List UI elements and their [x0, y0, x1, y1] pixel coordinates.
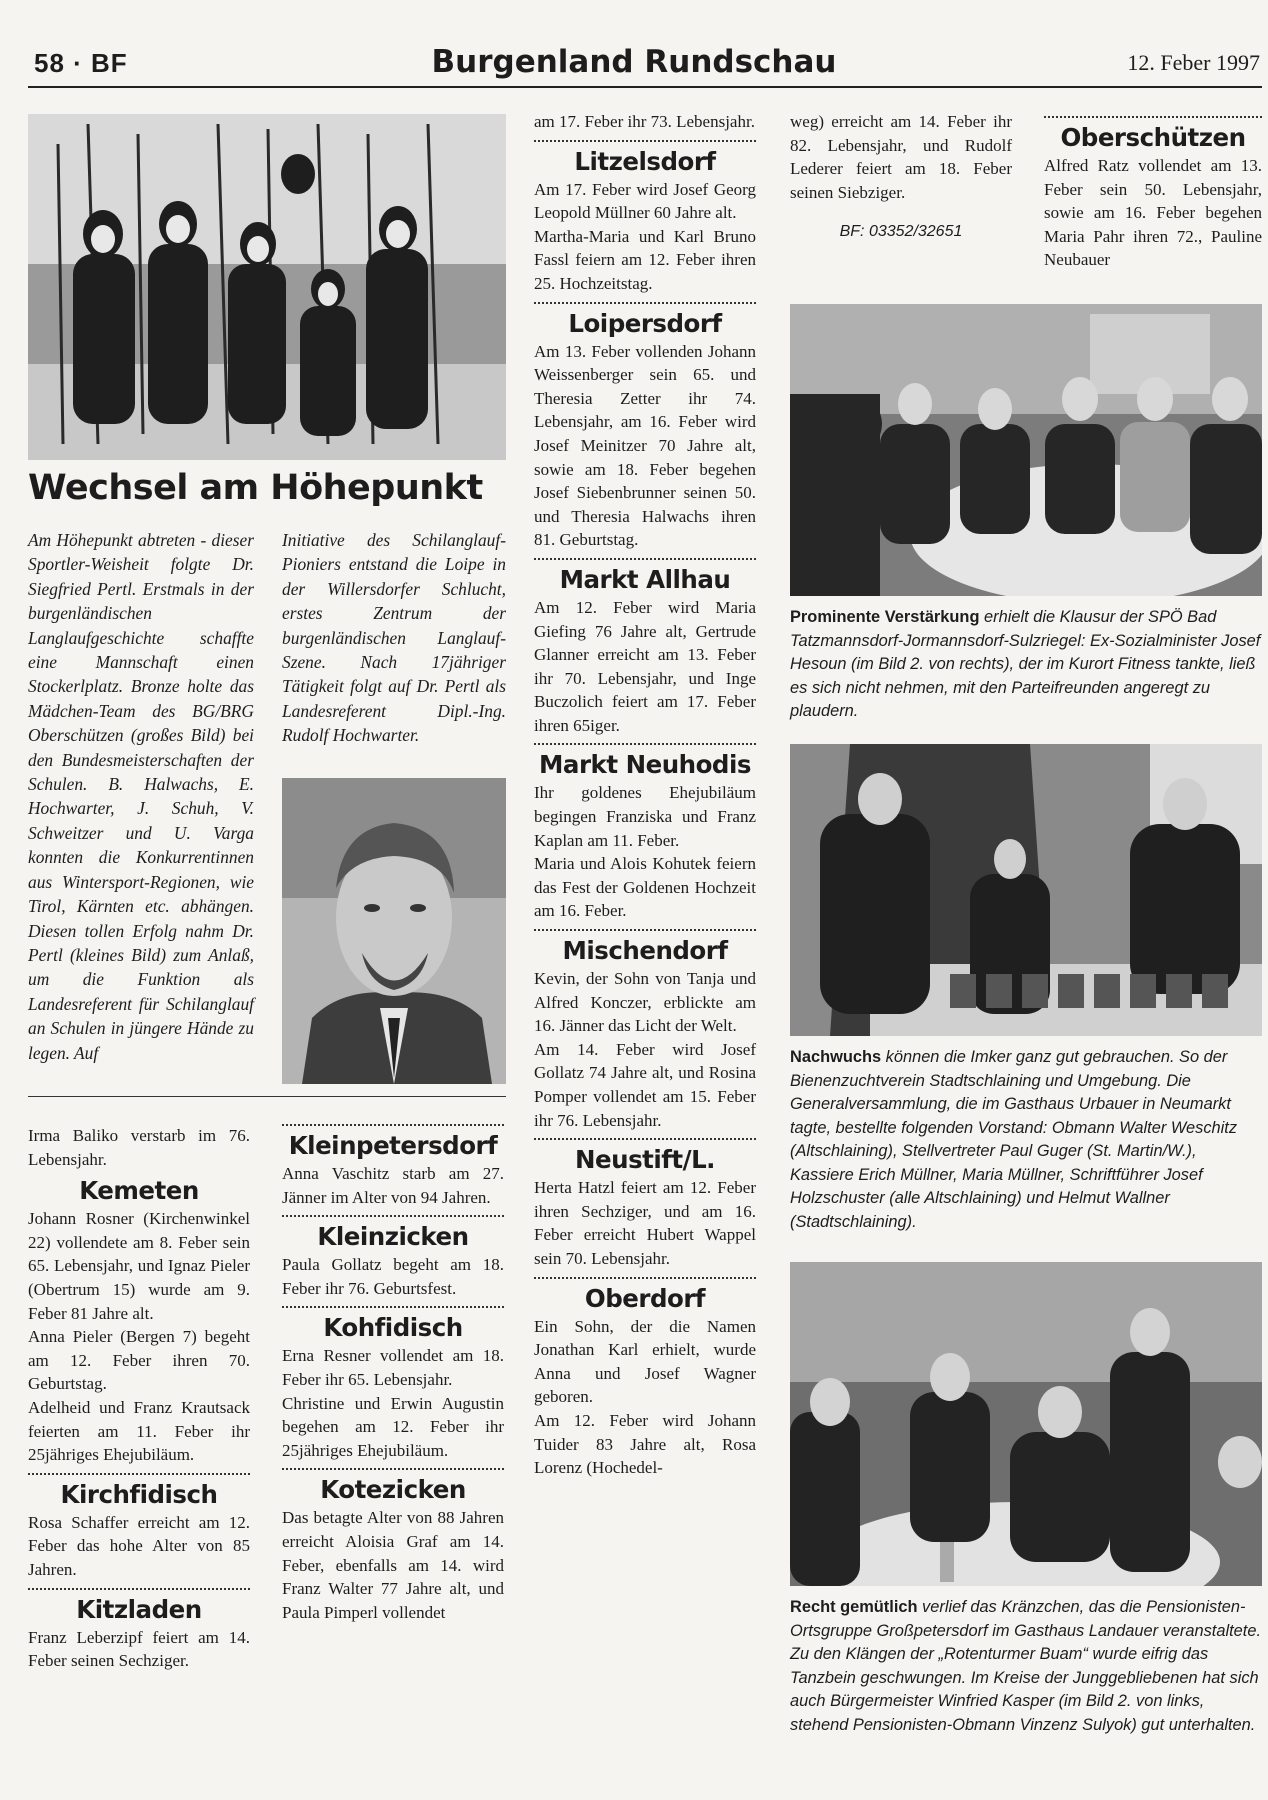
article-text-col1: Am Höhepunkt abtreten - dieser Sportler-Weisheit folgte Dr. Siegfried Pertl. Erstmals in der burgenländischen Langlaufgeschichte schaffte eine Mannschaft einen Stockerlplatz. Bronze holte das Mädchen-Team des BG/BRG Oberschützen (großes Bild) bei den Bundesmeisterschaften der Schulen. B. Halwachs, E. Hochwarter, J. Schuh, V. Schweitzer und U. Varga konnten die Konkurrentinnen aus Wintersport-Regionen, wie Tirol, Kärnten etc. abhängen. Diesen tollen Erfolg nahm Dr. Pertl (kleines Bild) zum Anlaß, um die Funktion als Landesreferent für Schilanglauf an Schulen in jüngere Hände zu legen. Auf	[28, 530, 254, 1063]
column-a	[28, 1124, 250, 1673]
column-b	[282, 1124, 504, 1624]
mischendorf-para-1: Kevin, der Sohn von Tanja und Alfred Konczer, erblickte am 16. Jänner das Licht der Welt.	[534, 969, 756, 1036]
meeting-caption-lead: Prominente Verstärkung	[790, 608, 980, 626]
beekeepers-caption	[790, 1046, 1262, 1234]
section-heading-kotezicken: Kotezicken	[282, 1468, 504, 1504]
kitzladen-para-1: Franz Leberzipf feiert am 14. Feber seinen Sechziger.	[28, 1627, 250, 1671]
ski-team-photo	[28, 114, 506, 460]
column-e	[1044, 116, 1262, 272]
oberdorf-para-1: Ein Sohn, der die Namen Jonathan Karl erhielt, wurde Anna und Josef Wagner geboren.	[534, 1316, 756, 1407]
pensioners-caption-lead: Recht gemütlich	[790, 1598, 918, 1616]
beekeepers-photo	[790, 744, 1262, 1036]
section-heading-kirchfidisch: Kirchfidisch	[28, 1473, 250, 1509]
column-d-text: weg) erreicht am 14. Feber ihr 82. Lebensjahr, und Rudolf Lederer feiert am 18. Feber seinen Siebziger.	[790, 112, 1012, 202]
kohfidisch-para-2: Christine und Erwin Augustin begehen am 12. Feber ihr 25jähriges Ehejubiläum.	[282, 1393, 504, 1460]
section-heading-kohfidisch: Kohfidisch	[282, 1306, 504, 1342]
section-heading-markt-neuhodis: Markt Neuhodis	[534, 743, 756, 779]
section-heading-neustift: Neustift/L.	[534, 1138, 756, 1174]
phone-number: BF: 03352/32651	[839, 223, 963, 241]
kotezicken-para-1: Das betagte Alter von 88 Jahren erreicht Aloisia Graf am 14. Feber, ebenfalls am 14. wird Franz Walter 77 Jahre alt, und Paula Pimperl vollendet	[282, 1508, 504, 1622]
kleinzicken-para-1: Paula Gollatz begeht am 18. Feber ihr 76. Geburtsfest.	[282, 1255, 504, 1298]
neustift-para-1: Herta Hatzl feiert am 12. Feber ihren Sechziger, und am 16. Feber erreicht Hubert Wappel sein 70. Lebensjahr.	[534, 1178, 756, 1268]
meeting-photo	[790, 304, 1262, 596]
meeting-caption	[790, 606, 1262, 724]
loipersdorf-para-1: Am 13. Feber vollenden Johann Weissenberger sein 65. und Theresia Zetter ihr 74. Lebensjahr, am 16. Feber wird Josef Meinitzer 70 Jahre alt, sowie am 18. Feber begehen Josef Siebenbrunner seinen 50. und Theresia Halwachs ihren 81. Geburtstag.	[534, 341, 756, 550]
oberdorf-para-2: Am 12. Feber wird Johann Tuider 83 Jahre alt, Rosa Lorenz (Hochedel-	[534, 1410, 756, 1478]
kleinpetersdorf-para-1: Anna Vaschitz starb am 27. Jänner im Alter von 94 Jahren.	[282, 1164, 504, 1207]
pensioners-caption	[790, 1596, 1262, 1737]
column-c-intro: am 17. Feber ihr 73. Lebensjahr.	[534, 112, 755, 131]
column-a-intro: Irma Baliko verstarb im 76. Lebensjahr.	[28, 1126, 250, 1169]
kemeten-para-3: Adelheid und Franz Krautsack feierten am 11. Feber ihr 25jähriges Ehejubiläum.	[28, 1397, 250, 1465]
column-c	[534, 110, 756, 1480]
section-heading-kleinzicken: Kleinzicken	[282, 1215, 504, 1251]
section-heading-oberschuetzen: Oberschützen	[1044, 116, 1262, 152]
litzelsdorf-para-1: Am 17. Feber wird Josef Georg Leopold Müllner 60 Jahre alt.	[534, 179, 756, 223]
kemeten-para-1: Johann Rosner (Kirchenwinkel 22) vollendete am 8. Feber sein 65. Lebensjahr, und Ignaz Pieler (Obertrum 15) wurde am 9. Feber 81 Jahre alt.	[28, 1209, 250, 1323]
kirchfidisch-para-1: Rosa Schaffer erreicht am 12. Feber das hohe Alter von 85 Jahren.	[28, 1512, 250, 1579]
beekeepers-caption-lead: Nachwuchs	[790, 1048, 882, 1066]
section-heading-kleinpetersdorf: Kleinpetersdorf	[282, 1124, 504, 1160]
section-heading-oberdorf: Oberdorf	[534, 1277, 756, 1313]
header-rule	[28, 86, 1262, 88]
section-heading-kitzladen: Kitzladen	[28, 1588, 250, 1624]
pensioners-caption-text: verlief das Kränzchen, das die Pensionisten-Ortsgruppe Großpetersdorf im Gasthaus Landauer veranstaltete. Zu den Klängen der „Rotenturmer Buam“ wurde eifrig das Tanzbein geschwungen. Im Kreise der Junggebliebenen hat sich auch Bürgermeister Winfried Kasper (im Bild 2. von links, stehend Pensionisten-Obmann Vinzenz Sulyok) gut unterhalten.	[790, 1598, 1262, 1734]
markt-neuhodis-para-2: Maria und Alois Kohutek feiern das Fest der Goldenen Hochzeit am 16. Feber.	[534, 854, 756, 921]
portrait-photo	[282, 778, 506, 1084]
section-heading-kemeten: Kemeten	[79, 1176, 199, 1206]
section-heading-litzelsdorf: Litzelsdorf	[534, 140, 756, 176]
oberschuetzen-para-1: Alfred Ratz vollendet am 13. Feber sein 50. Lebensjahr, sowie am 16. Feber begehen Maria Pahr ihren 72., Pauline Neubauer	[1044, 156, 1262, 270]
pensioners-photo	[790, 1262, 1262, 1586]
kohfidisch-para-1: Erna Resner vollendet am 18. Feber ihr 65. Lebensjahr.	[282, 1346, 504, 1389]
column-d	[790, 110, 1012, 244]
meeting-caption-text: erhielt die Klausur der SPÖ Bad Tatzmannsdorf-Jormannsdorf-Sulzriegel: Ex-Sozialminister Josef Hesoun (im Bild 2. von rechts), der im Kurort Fitness tankte, ließ es sich nicht nehmen, mit den Parteifreunden angeregt zu plaudern.	[790, 608, 1261, 720]
article-headline: Wechsel am Höhepunkt	[28, 468, 483, 508]
article-divider	[28, 1096, 506, 1097]
kemeten-para-2: Anna Pieler (Bergen 7) begeht am 12. Feber ihren 70. Geburtstag.	[28, 1327, 250, 1394]
section-heading-mischendorf: Mischendorf	[534, 929, 756, 965]
section-heading-markt-allhau: Markt Allhau	[534, 558, 756, 594]
page-number: 58 · BF	[34, 48, 128, 78]
issue-date: 12. Feber 1997	[1127, 50, 1260, 75]
litzelsdorf-para-2: Martha-Maria und Karl Bruno Fassl feiern am 12. Feber ihren 25. Hochzeitstag.	[534, 226, 756, 293]
beekeepers-caption-text: können die Imker ganz gut gebrauchen. So der Bienenzuchtverein Stadtschlaining und Umgebung. Die Generalversammlung, die im Gasthaus Urbauer in Neumarkt tagte, bestellte folgenden Vorstand: Obmann Walter Weschitz (Altschlaining), Stellvertreter Paul Guger (St. Martin/W.), Kassiere Erich Müllner, Maria Müllner, Schriftführer Josef Holzschuster (alle Altschlaining) und Helmut Wallner (Stadtschlaining).	[790, 1048, 1238, 1231]
markt-allhau-para-1: Am 12. Feber wird Maria Giefing 76 Jahre alt, Gertrude Glanner erreicht am 13. Feber ihr 70. Lebensjahr, und Inge Buczolich feiert am 17. Feber ihren 65iger.	[534, 597, 756, 735]
markt-neuhodis-para-1: Ihr goldenes Ehejubiläum begingen Franziska und Franz Kaplan am 11. Feber.	[534, 783, 756, 850]
newspaper-title: Burgenland Rundschau	[431, 44, 837, 80]
mischendorf-para-2: Am 14. Feber wird Josef Gollatz 74 Jahre alt, und Rosina Pomper vollendet am 15. Feber ihr 76. Lebensjahr.	[534, 1039, 756, 1130]
article-text-col2: Initiative des Schilanglauf-Pioniers entstand die Loipe in der Willersdorfer Schlucht, erstes Zentrum der burgenländischen Langlauf-Szene. Nach 17jähriger Tätigkeit folgt auf Dr. Pertl als Landesreferent Dipl.-Ing. Rudolf Hochwarter.	[282, 530, 506, 746]
section-heading-loipersdorf: Loipersdorf	[534, 302, 756, 338]
